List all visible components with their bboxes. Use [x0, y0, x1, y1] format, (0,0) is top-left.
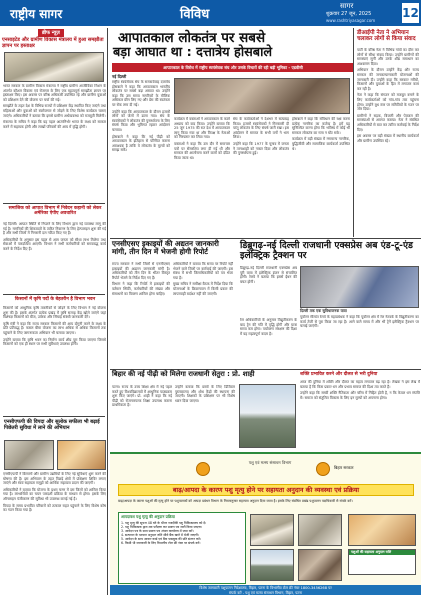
ad-photo-5: [348, 514, 416, 546]
main-headline-line1[interactable]: आपातकाल लोकतंत्र पर सबसे: [118, 30, 266, 46]
brand-name[interactable]: राष्ट्रीय सागर: [10, 7, 63, 21]
bihar-photo: [239, 384, 296, 448]
main-body-col3: संघ के कार्यकर्ताओं ने देशभर में सत्याग्रह किया। हजारों स्वयंसेवकों ने गिरफ्तारी दी परंतु लोकतंत्र के लिए संघर्ष जारी रखा। इस आंदोलन में समाज के सभी वर्गों ने भाग लिया। उन्होंने कहा कि 1977 के चुनाव में जनता ने तानाशाही को नकार दिया और लोकतंत्र की पुनर्स्थापना हुई।: [233, 117, 289, 156]
masthead: [0, 0, 421, 26]
ad-table: [348, 549, 416, 575]
emblem-icon: [196, 462, 210, 476]
advertisement[interactable]: [110, 452, 421, 595]
ad-box-title: आपदावश पशु मृत्यु की अनुदान प्रक्रिया: [121, 514, 175, 519]
ad-photo-3: [250, 549, 294, 581]
shakti-body: आज की दुनिया में शक्ति और दौलत का महत्व लगातार बढ़ रहा है। लेखक ने इस लेख में बताया है कि किस प्रकार धन और प्रभाव समाज की दिशा तय करते हैं। उन्होंने कहा कि सच्ची शक्ति नैतिकता और चरित्र में निहित होती है, न कि केवल धन संपत्ति में। समाज को संतुलित विकास के लिए इन मूल्यों को अपनाना होगा।: [300, 380, 420, 400]
brief1-body: भारत सरकार के ग्रामीण विकास मंत्रालय ने राष्ट्रीय ग्रामीण आजीविका मिशन के अंतर्गत कौशल विकास एवं रोजगार के लिए एक महत्वपूर्ण समझौता ज्ञापन पर हस्ताक्षर किए। इस अवसर पर वरिष्ठ अधिकारी उपस्थित रहे और ग्रामीण युवाओं को प्रशिक्षण देने की योजना पर चर्चा की गई। समझौते के तहत देश के विभिन्न राज्यों में प्रशिक्षण केंद्र स्थापित किए जाएंगे तथा महिलाओं और युवाओं को स्वरोजगार से जोड़ने के लिए विशेष कार्यक्रम चलाए जाएंगे। अधिकारियों ने बताया कि इससे ग्रामीण अर्थव्यवस्था को मजबूती मिलेगी। मंत्रालय के सचिव ने कहा कि यह पहल आत्मनिर्भर भारत के लक्ष्य को साकार करने में सहायक होगी और लाखों परिवारों की आय में वृद्धि होगी।: [3, 84, 106, 129]
ad-photo-1: [250, 514, 294, 546]
ncr-body-col2: अधिकारियों ने बताया कि समय पर रिपोर्ट नहीं भेजने वाले जिलों पर कार्रवाई की जाएगी। इस संबंध में सभी जिलाधिकारियों को पत्र भेजा गया है। मुख्य सचिव ने समीक्षा बैठक में निर्देश दिया कि योजनाओं के क्रियान्वयन में किसी प्रकार की लापरवाही बर्दाश्त नहीं की जाएगी।: [173, 262, 233, 296]
section-title: विविध: [180, 7, 210, 22]
shakti-headline[interactable]: शक्ति प्रभावित करने और दौलत से भरी दुनिया: [300, 372, 378, 377]
right-headline[interactable]: डीआईपी नेता ने अभियान चलाकर लोगों से किया संवाद: [357, 30, 416, 43]
column-divider: [107, 28, 108, 595]
rail-body-col3: पूर्वोत्तर सीमांत रेलवे के महाप्रबंधक ने कहा कि पूर्वोत्तर क्षेत्र में रेल नेटवर्क के विद्युतीकरण का कार्य तेजी से पूरा किया जा रहा है। आने वाले समय में और भी ट्रेनें इलेक्ट्रिक ट्रैक्शन पर चलाई जाएंगी।: [300, 315, 419, 329]
main-headline-line2[interactable]: बड़ा आघात था : दत्तात्रेय होसबाले: [113, 45, 273, 60]
rail-photo-caption: दिल्ली तक एक सुविधाजनक यात्रा: [300, 308, 347, 313]
right-body: पार्टी के वरिष्ठ नेता ने विभिन्न गांवों का दौरा कर लोगों से सीधा संवाद किया। उन्होंने ग्रामीणों की समस्याएं सुनीं और उनके शीघ्र समाधान का आश्वासन दिया। अभियान के दौरान उन्होंने केंद्र और राज्य सरकार की जनकल्याणकारी योजनाओं की जानकारी दी। उन्होंने कहा कि सरकार गरीबों, किसानों और युवाओं के हित में लगातार काम कर रही है। नेता ने कहा कि संगठन को मजबूत बनाने के लिए कार्यकर्ताओं को गांव-गांव तक पहुंचना होगा। उन्होंने बूथ स्तर पर समितियों के गठन पर जोर दिया। ग्रामीणों ने सड़क, बिजली और पेयजल की समस्याओं से अवगत कराया। नेता ने संबंधित अधिकारियों से बात कर त्वरित कार्रवाई के निर्देश दिए। इस अवसर पर बड़ी संख्या में स्थानीय कार्यकर्ता और ग्रामीण उपस्थित रहे।: [357, 48, 419, 143]
bihar-body-col2: उन्होंने बताया कि छात्रों के लिए डिजिटल पुस्तकालय और शोध केंद्रों की स्थापना की जाएगी। शिक्षकों के प्रशिक्षण पर भी विशेष ध्यान दिया जाएगा।: [175, 385, 235, 403]
ad-department-right: बिहार सरकार: [334, 465, 354, 470]
ad-footer: [110, 585, 421, 595]
ad-process-box: आपदावश पशु मृत्यु की अनुदान प्रक्रिया 1. पशु मृत्यु की सूचना 48 घंटे के भीतर नजदीकी पशु चिकित्सालय को दें। 2. पशु चिकित्सक द्वारा शव परीक्षण कर प्रमाण पत्र जारी किया जाएगा। 3. आवेदन पत्र के साथ प्रमाण पत्र अंचल कार्यालय में जमा करें। 4. सत्यापन के पश्चात अनुदान राशि सीधे बैंक खाते में भेजी जाएगी। 5. आवेदन के साथ आधार कार्ड एवं बैंक पासबुक की प्रति संलग्न करें। 6. किसी भी जानकारी के लिए विभागीय टोल फ्री नंबर पर संपर्क करें।: [118, 512, 246, 584]
rail-body-col1: डिब्रूगढ़-नई दिल्ली राजधानी एक्सप्रेस अब पूरी यात्रा में इलेक्ट्रिक इंजन से संचालित होगी। रेलवे ने बताया कि इससे ईंधन की बचत होगी।: [240, 266, 297, 284]
main-byline: नई दिल्ली: [112, 74, 127, 79]
ad-footer-line1: विशेष जानकारी पशुपालन निदेशालय, बिहार, पटना के विभागीय टोल फ्री नंबर 1800-3456268 पर: [199, 586, 332, 590]
ad-ministry: पशु एवं मत्स्य संसाधन विभाग: [248, 460, 292, 465]
bihar-body-col1: पटना। राज्य के उच्च शिक्षा क्षेत्र में नई पहल करते हुए विश्वविद्यालयों में आधुनिक पाठ्यक्रम शुरू किए जाएंगे। प्रो. शाही ने कहा कि नई पीढ़ी को रोजगारपरक शिक्षा उपलब्ध कराना प्राथमिकता है।: [112, 385, 172, 408]
page-number: 12: [402, 3, 419, 23]
brief1-headline[interactable]: एनसाइटेड और ग्रामीण विकास मंत्रालय में हुआ समझौता ज्ञापन पर हस्ताक्षर: [2, 37, 104, 49]
bottom-left-body: एनसीएफपी ने किसानों और ग्रामीण उद्यमियों के लिए नई सुविधाएं शुरू करने की घोषणा की है। इस अभियान के तहत पिछड़े क्षेत्रों में प्रशिक्षण शिविर लगाए जाएंगे और स्वयं सहायता समूहों को आर्थिक सहायता प्रदान की जाएगी। अधिकारियों ने बताया कि योजना के प्रथम चरण में दस जिलों को शामिल किया गया है। लाभार्थियों का चयन पारदर्शी प्रक्रिया के माध्यम से होगा। इसके लिए ऑनलाइन पंजीकरण की सुविधा भी उपलब्ध कराई गई है। विपदा के समय प्रभावित परिवारों को तत्काल राहत पहुंचाने के लिए विशेष कोष का गठन किया गया है।: [3, 472, 106, 513]
department-logo-icon: [316, 462, 330, 476]
main-body-col1: राष्ट्रीय स्वयंसेवक संघ के सरकार्यवाह दत्तात्रेय होसबाले ने कहा कि आपातकाल भारतीय लोकतंत्र पर सबसे बड़ा आघात था। उन्होंने कहा कि उस समय नागरिकों के मौलिक अधिकार छीन लिए गए और प्रेस की स्वतंत्रता पर रोक लगा दी गई। उन्होंने कहा कि आपातकाल के दौरान हजारों लोगों को जेलों में डाला गया। संघ के स्वयंसेवकों ने लोकतंत्र की पुनर्स्थापना के लिए संघर्ष किया और भूमिगत रहकर आंदोलन चलाया। होसबाले ने कहा कि नई पीढ़ी को आपातकाल के इतिहास से परिचित कराना आवश्यक है ताकि वे लोकतंत्र के मूल्यों को समझ सकें।: [112, 80, 170, 153]
brief2-headline[interactable]: समाजिक को आपात विभाग में निवेदन कहानी को लेकर अमेरिका ऐपीए अवधारित: [8, 206, 102, 217]
ad-footer-line2: संपर्क करें - पशु एवं मत्स्य संसाधन विभाग, बिहार, पटना: [228, 591, 303, 595]
ad-photo-2: [298, 514, 342, 546]
rail-body-col2: रेल अधिकारियों के अनुसार विद्युतीकरण के बाद ट्रेन की गति में वृद्धि होगी और यात्रा समय कम होगा। पर्यावरण संरक्षण की दिशा में यह महत्वपूर्ण कदम है।: [240, 318, 297, 336]
ncr-headline[interactable]: एनसीएसए इकाइयों की अद्यतन जानकारी मांगी, तीन दिन में भेजनी होगी रिपोर्ट: [112, 239, 219, 256]
website-link[interactable]: www.rashtriyasagar.com: [326, 18, 376, 23]
ncr-body-col1: राज्य सरकार ने सभी जिलों से एनसीएसए इकाइयों की अद्यतन जानकारी मांगी है। अधिकारियों को तीन दिन के भीतर विस्तृत रिपोर्ट भेजने के निर्देश दिए गए हैं। विभाग ने कहा कि रिपोर्ट में इकाइयों की वर्तमान स्थिति, कर्मचारियों की संख्या और संसाधनों का विवरण शामिल होना चाहिए।: [112, 262, 170, 296]
main-deck: आपातकाल के विरोध में राष्ट्रीय स्वयंसेवक संघ और उसके विचारों की रही बड़ी भूमिका - एडवीसी: [163, 65, 303, 70]
edition-date: शुक्रवार 27 जून, 2025: [326, 11, 372, 17]
bihar-headline-box: [112, 371, 298, 382]
main-deck-bar: [112, 63, 354, 72]
ad-intro: बाढ़/आपदा के कारण पशुओं की मृत्यु होने पर पशुपालकों को आपदा प्रबंधन विभाग के नियमानुसार सहायता अनुदान दिया जाता है। इसके लिए संबंधित प्रखंड पशुपालन पदाधिकारी से संपर्क करें।: [118, 499, 353, 503]
bottom-left-headline[interactable]: एनसीएफपी की विपदा और सुलोक सफीला भी बढ़ाई पिछेतरी सुविधा में लाने की अभियान: [4, 419, 100, 431]
divider: [3, 416, 105, 417]
ad-banner: बाढ़/आपदा के कारण पशु मृत्यु होने पर सहायता अनुदान की व्यवस्था एवं प्रक्रिया: [118, 484, 414, 496]
brief3-body: किसानों को आधुनिक कृषि तकनीकों से जोड़ने के लिए विभाग ने नई योजना शुरू की है। इसके अंतर्गत प्रत्येक प्रखंड में कृषि सलाह केंद्र खोले जाएंगे जहां विशेषज्ञ किसानों को बीज, उर्वरक और सिंचाई संबंधी जानकारी देंगे। कृषि मंत्री ने कहा कि राज्य सरकार किसानों की आय दोगुनी करने के लक्ष्य के प्रति प्रतिबद्ध है। फसल बीमा योजना का लाभ अधिक से अधिक किसानों तक पहुंचाने के लिए जागरूकता अभियान भी चलाया जाएगा। उन्होंने बताया कि कृषि भवन का निर्माण कार्य शीघ्र पूरा किया जाएगा जिससे किसानों को एक ही स्थान पर सभी सुविधाएं उपलब्ध होंगी।: [3, 306, 106, 347]
brief-news-label: ब्रीफ न्यूज़: [38, 29, 64, 37]
bottom-left-photo-1: [4, 440, 54, 470]
main-body-col4: होसबाले ने कहा कि संविधान की रक्षा करना प्रत्येक नागरिक का कर्तव्य है। हमें यह सुनिश्चित करना होगा कि भविष्य में कोई भी सरकार लोकतंत्र का गला न घोंट सके। कार्यक्रम में बड़ी संख्या में गणमान्य नागरिक, बुद्धिजीवी और सामाजिक कार्यकर्ता उपस्थित थे।: [292, 117, 350, 151]
brief1-photo: [4, 52, 104, 82]
rail-headline[interactable]: डिब्रूगढ़-नई दिल्ली राजधानी एक्सप्रेस अब एंड-टू-एंड इलेक्ट्रिक ट्रैक्शन पर: [240, 240, 413, 262]
edition-city: सागर: [340, 2, 354, 10]
divider: [3, 203, 105, 204]
brief3-headline[interactable]: किसानों में कृषि पदों के बेहतरीन है विभाग भवन: [14, 297, 96, 302]
main-photo: [174, 78, 350, 114]
bottom-left-photo-2: [57, 440, 106, 470]
ad-table-title: पशुओं की सहायता अनुदान राशि: [349, 550, 415, 555]
ad-photo-4: [298, 549, 342, 581]
column-divider: [353, 28, 354, 237]
rail-photo: [300, 266, 419, 308]
divider: [3, 294, 105, 295]
main-body-col2: कार्यक्रम में वक्ताओं ने आपातकाल के काले अध्याय को याद किया। उन्होंने बताया कि 25 जून 1975 की रात देश में आपातकाल लागू किया गया था और विपक्ष के नेताओं को गिरफ्तार कर लिया गया। वक्ताओं ने कहा कि उस दौर में समाचार पत्रों पर सेंसरशिप लगा दी गई थी और सरकार की आलोचना करने वालों को दंडित किया जाता था।: [174, 117, 230, 160]
bihar-headline[interactable]: बिहार की नई पीढ़ी को मिलेगा राजधानी सेतुरा : प्रो. शाही: [112, 370, 255, 378]
brief2-body: नई दिल्ली। आपात स्थिति से निपटने के लिए विभाग द्वारा नई व्यवस्था लागू की गई है। नागरिकों की शिकायतों के त्वरित निवारण के लिए हेल्पलाइन शुरू की गई है और सभी जिलों में निगरानी दल गठित किए गए हैं। अधिकारियों के अनुसार इस पहल से आम जनता को सीधा लाभ मिलेगा तथा सेवाओं में पारदर्शिता आएगी। विभाग ने सभी कर्मचारियों को समयबद्ध कार्य करने के निर्देश दिए हैं।: [3, 222, 106, 251]
